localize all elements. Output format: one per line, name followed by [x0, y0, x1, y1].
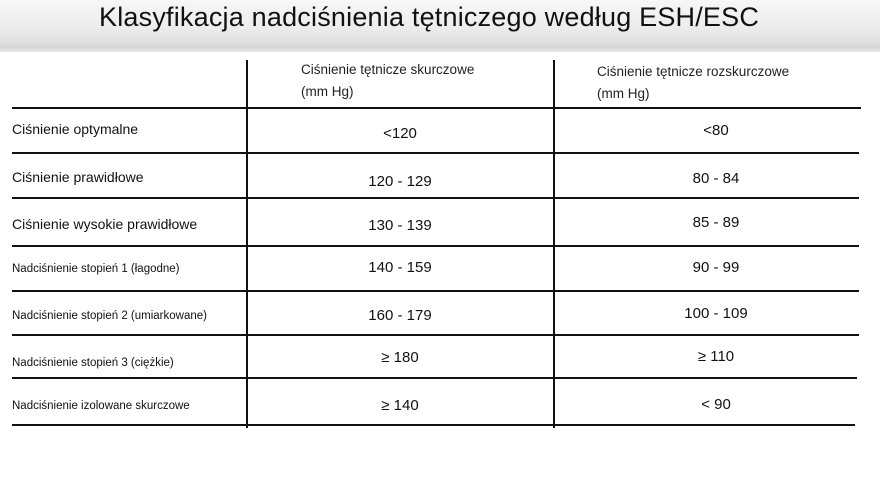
- diastolic-value-isolated-systolic: < 90: [701, 396, 731, 413]
- header-diastolic-line1: Ciśnienie tętnicze rozskurczowe: [597, 64, 790, 79]
- row-divider: [12, 197, 859, 199]
- row-divider: [12, 245, 859, 247]
- systolic-value-normal: 120 - 129: [368, 173, 432, 190]
- systolic-value-grade-1: 140 - 159: [368, 259, 432, 276]
- header-systolic: [301, 59, 474, 103]
- row-label-high-normal: Ciśnienie wysokie prawidłowe: [12, 216, 198, 232]
- systolic-value-grade-3: ≥ 180: [381, 349, 419, 366]
- systolic-value-high-normal: 130 - 139: [368, 217, 432, 234]
- row-label-grade-1: Nadciśnienie stopień 1 (łagodne): [12, 263, 180, 275]
- diastolic-value-grade-2: 100 - 109: [684, 305, 748, 322]
- header-diastolic-line2: (mm Hg): [597, 86, 650, 101]
- page-title: Klasyfikacja nadciśnienia tętniczego według ESH/ESC: [99, 2, 760, 32]
- row-divider: [12, 424, 855, 426]
- diastolic-value-optimal: <80: [703, 122, 729, 139]
- diastolic-value-high-normal: 85 - 89: [692, 214, 740, 231]
- header-systolic-line2: (mm Hg): [301, 84, 354, 99]
- diastolic-value-grade-3: ≥ 110: [697, 348, 735, 365]
- row-label-grade-3: Nadciśnienie stopień 3 (ciężkie): [12, 357, 174, 369]
- row-divider: [12, 377, 857, 379]
- row-label-optimal: Ciśnienie optymalne: [12, 121, 139, 137]
- header-diastolic: [597, 61, 789, 105]
- row-label-grade-2: Nadciśnienie stopień 2 (umiarkowane): [12, 310, 207, 322]
- row-divider: [12, 152, 859, 154]
- row-divider: [12, 334, 859, 336]
- column-divider-left: [246, 60, 248, 428]
- row-label-isolated-systolic: Nadciśnienie izolowane skurczowe: [12, 400, 190, 412]
- header-systolic-line1: Ciśnienie tętnicze skurczowe: [301, 62, 475, 77]
- row-divider: [12, 290, 859, 292]
- column-divider-right: [553, 60, 555, 428]
- systolic-value-isolated-systolic: ≥ 140: [381, 397, 419, 414]
- systolic-value-grade-2: 160 - 179: [368, 307, 432, 324]
- diastolic-value-normal: 80 - 84: [692, 170, 740, 187]
- row-label-normal: Ciśnienie prawidłowe: [12, 169, 144, 185]
- systolic-value-optimal: <120: [383, 125, 417, 142]
- row-divider: [12, 107, 861, 109]
- diastolic-value-grade-1: 90 - 99: [692, 259, 740, 276]
